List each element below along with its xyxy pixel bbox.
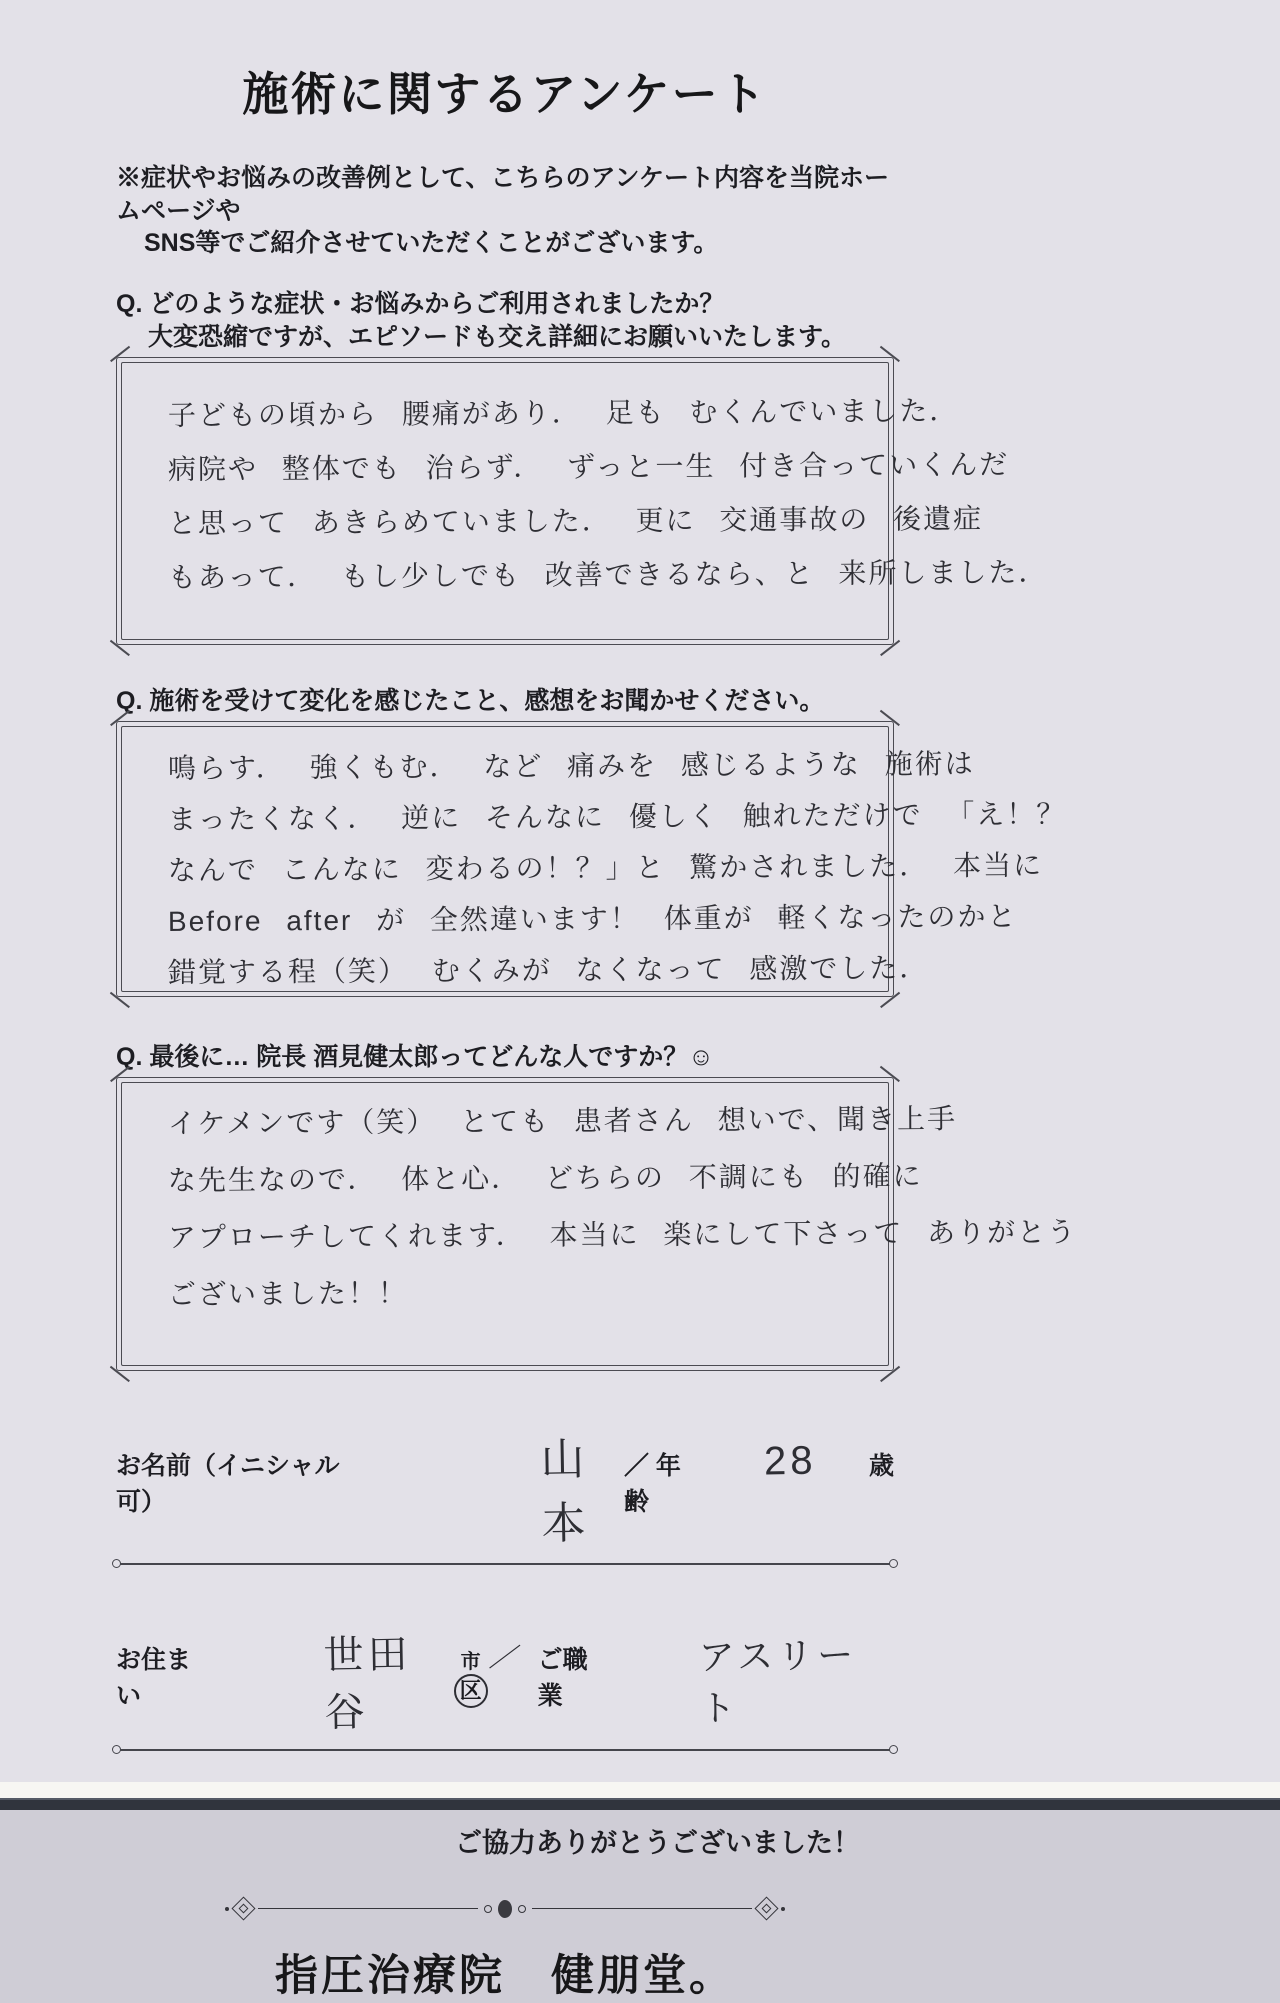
handwritten-line: もあって． もし少しでも 改善できるなら、と 来所しました．: [167, 556, 1049, 593]
occupation-handwritten-value: アスリート: [698, 1633, 858, 1729]
name-age-field-row: [116, 1423, 894, 1565]
page-title: 施術に関するアンケート: [242, 68, 768, 120]
handwritten-line: なんで こんなに 変わるの！？」と 驚かされました． 本当に: [167, 849, 1044, 886]
city-ward-selector: [454, 1652, 488, 1708]
city-option-label: 市: [460, 1650, 481, 1673]
decorative-divider: [225, 1900, 785, 1918]
thanks-message: ご協力ありがとうございました！: [455, 1827, 860, 1858]
handwritten-line: 鳴らす． 強くもむ． など 痛みを 感じるような 施術は: [167, 747, 975, 784]
divider-diamond-inner-icon: [239, 1904, 249, 1914]
usage-notice: [116, 162, 894, 260]
question-2-heading: [116, 685, 894, 719]
handwritten-line: 子どもの頃から 腰痛があり． 足も むくんでいました．: [167, 395, 960, 431]
divider-line: [258, 1908, 478, 1910]
notice-line-2: SNS等でご紹介させていただくことがございます。: [144, 229, 719, 257]
answer-box-3-inner: [121, 1082, 1078, 1366]
occupation-field-label: ご職業: [537, 1645, 588, 1710]
divider-diamond-icon: [231, 1896, 255, 1920]
clinic-name: 指圧治療院 健朋堂。: [275, 1951, 735, 2000]
answer-box-1: [116, 357, 1049, 645]
handwritten-line: Before after が 全然違います！ 体重が 軽くなったのかと: [167, 900, 1018, 937]
answer-box-3: [116, 1077, 1078, 1371]
divider-ring-icon: [484, 1905, 492, 1913]
answer-box-1-inner: [121, 362, 1049, 640]
divider-ring-icon: [518, 1905, 526, 1913]
question-3-heading-line-1: Q. 最後に… 院長 酒見健太郎ってどんな人ですか？☺: [116, 1042, 714, 1071]
answer-box-2: [116, 721, 1067, 997]
age-field-label: ／ 年齢: [623, 1451, 681, 1516]
age-handwritten-value: 28: [764, 1438, 818, 1483]
divider-line: [532, 1908, 752, 1910]
question-1-heading-line-2: 大変恐縮ですが、エピソードも交え詳細にお願いいたします。: [148, 323, 847, 352]
slash-mark: ／: [486, 1639, 522, 1677]
divider-dot-icon: [781, 1907, 785, 1911]
address-occupation-field-row: [116, 1623, 894, 1751]
address-handwritten-value: 世田谷: [323, 1632, 413, 1735]
question-1-heading-line-1: Q. どのような症状・お悩みからご利用されましたか？: [116, 289, 725, 318]
handwritten-line: アプローチしてくれます． 本当に 楽にして下さって ありがとう: [167, 1215, 1078, 1253]
age-suffix-label: 歳: [868, 1451, 894, 1480]
divider-dot-icon: [225, 1907, 229, 1911]
handwritten-line: 錯覚する程（笑） むくみが なくなって 感激でした．: [167, 952, 930, 988]
name-handwritten-value: 山本: [540, 1434, 591, 1549]
handwritten-line: まったくなく． 逆に そんなに 優しく 触れただけで 「え！？: [167, 798, 1067, 835]
scan-edge-dark: [0, 1798, 1280, 1810]
handwritten-line: イケメンです（笑） とても 患者さん 想いで、聞き上手: [167, 1102, 958, 1139]
name-field-label: お名前（イニシャル可）: [116, 1451, 340, 1516]
question-3-heading: [116, 1041, 894, 1075]
question-2-heading-line-1: Q. 施術を受けて変化を感じたこと、感想をお聞かせください。: [116, 687, 825, 715]
divider-center-oval-icon: [498, 1900, 512, 1918]
address-field-label: お住まい: [116, 1645, 192, 1710]
question-1-heading: [116, 288, 894, 356]
notice-line-1: ※症状やお悩みの改善例として、こちらのアンケート内容を当院ホームページや: [116, 164, 890, 225]
handwritten-line: と思って あきらめていました． 更に 交通事故の 後遺症: [167, 503, 984, 539]
handwritten-line: 病院や 整体でも 治らず． ずっと一生 付き合っていくんだ: [167, 448, 1010, 485]
divider-diamond-icon: [754, 1896, 778, 1920]
ward-option-circled: 区: [454, 1674, 488, 1708]
handwritten-line: な先生なので． 体と心． どちらの 不調にも 的確に: [167, 1159, 923, 1196]
handwritten-line: ございました！！: [167, 1277, 409, 1310]
divider-diamond-inner-icon: [762, 1904, 772, 1914]
answer-box-2-inner: [121, 726, 1067, 992]
scan-edge-white: [0, 1782, 1280, 1798]
